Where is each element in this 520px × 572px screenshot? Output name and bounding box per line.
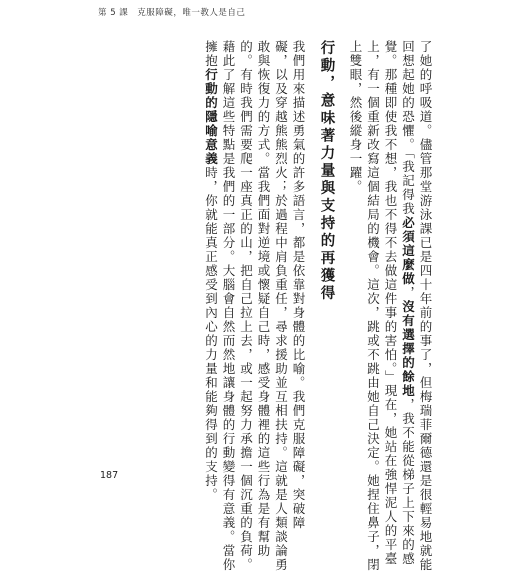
text-column: 礙，以及穿越熊熊烈火；於過程中肩負重任，尋求援助並互相扶持。這就是人類談論勇 (273, 40, 289, 572)
running-header: 第 5 課 克服障礙，唯一教人是自己 (98, 8, 246, 18)
vertical-body-text (202, 40, 434, 572)
text-column: 上雙眼，然後縱身一躍。 (348, 40, 363, 194)
text-run: 擁抱 (203, 40, 219, 68)
emphasis-text: 沒有選擇的餘地 (400, 299, 416, 398)
emphasis-text: 行動的隱喻意義 (203, 68, 219, 166)
text-run: 時，你就能真正感受到內心的力量和能夠得到的支持。 (203, 166, 219, 502)
text-column: 的。有時我們需要爬一座真正的山，把自己拉上去，或一起努力承擔一個沉重的負荷。 (238, 40, 254, 572)
text-run: 回想起她的恐懼。「我記得我 (400, 40, 416, 216)
text-column: 我們用來描述勇氣的許多語言，都是依靠對身體的比喻。我們克服障礙，突破障 (291, 40, 306, 530)
page-number: 187 (100, 470, 119, 481)
text-run: ， (400, 285, 416, 300)
text-column: 上，有一個重新改寫這個結局的機會。這次，跳或不跳由她自己決定。她捏住鼻子，閉 (365, 40, 381, 572)
text-column: 覺。那種即使我不想，我也不得不去做這件事的害怕。」現在，她站在強悍泥人的平臺 (383, 40, 398, 566)
emphasis-text: 必須這麼做 (400, 215, 416, 286)
text-column: 藉此了解這些特點是我們的一部分。大腦會自然而然地讓身體的行動變得有意義。當你 (221, 40, 236, 572)
text-column: 了她的呼吸道。儘管那堂游泳課已是四十年前的事了，但梅瑞菲爾德還是很輕易地就能 (418, 40, 433, 572)
section-heading: 行動，意味著力量與支持的再獲得 (318, 40, 335, 303)
text-column: 敢與恢復力的方式。當我們面對逆境或懷疑自己時，感受身體裡的這些行為是有幫助 (256, 40, 271, 558)
text-run: ，我不能從梯子上下來的感 (400, 397, 416, 566)
text-column (399, 40, 417, 566)
text-column (202, 40, 220, 502)
